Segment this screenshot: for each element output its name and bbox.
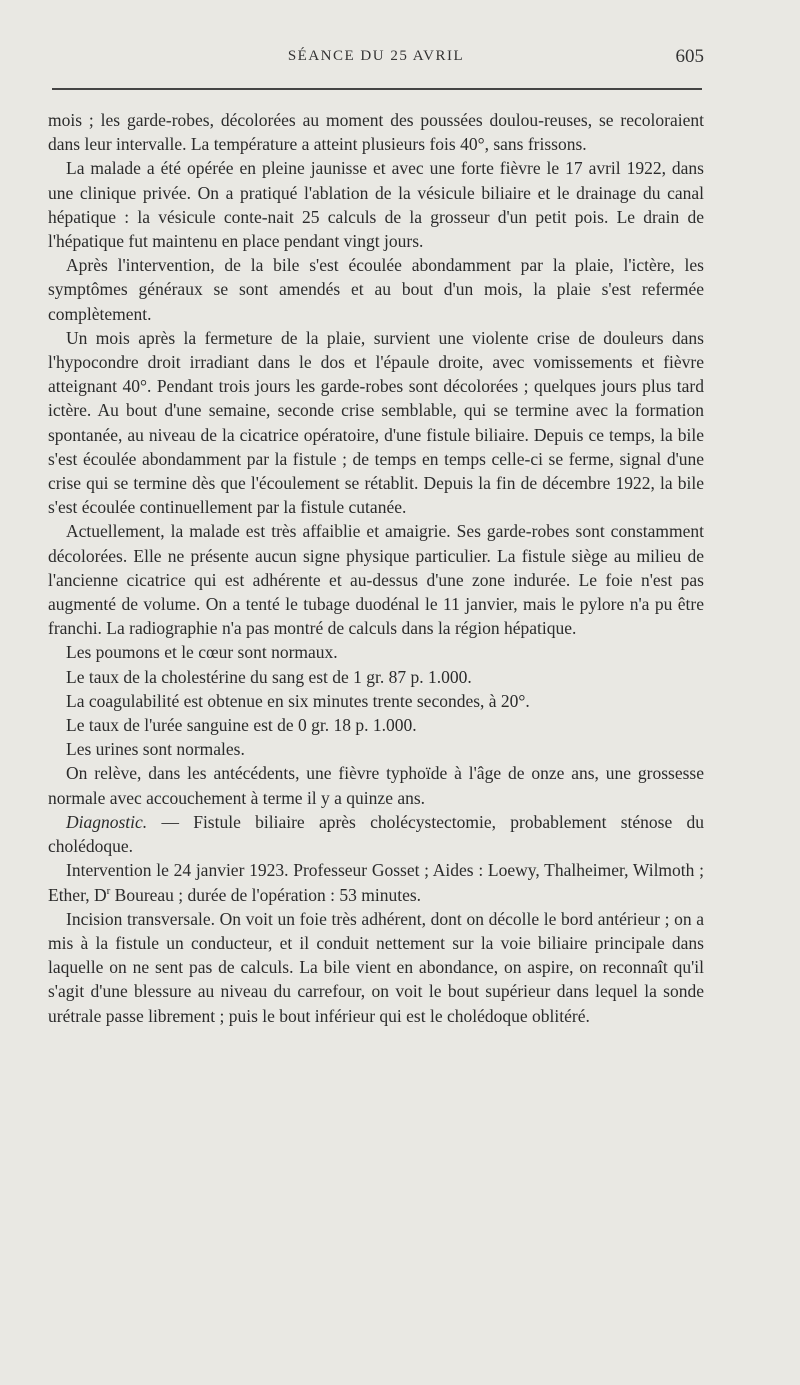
running-title: SÉANCE DU 25 AVRIL xyxy=(287,48,465,64)
paragraph: On relève, dans les antécédents, une fièvre typhoïde à l'âge de onze ans, une grossesse normale avec accouchement à terme il y a quinze ans. xyxy=(48,763,704,808)
page-number: 605 xyxy=(675,46,704,67)
paragraph: Les urines sont normales. xyxy=(66,739,245,760)
running-head xyxy=(48,48,704,72)
diagnostic-paragraph xyxy=(48,810,704,858)
intervention-paragraph xyxy=(48,858,704,906)
paragraph: Actuellement, la malade est très affaiblie et amaigrie. Ses garde-robes sont constamment décolorées. Elle ne présente aucun signe physique particulier. La fistule siège au milieu de l'ancienne cicatrice qui est adhérente et au-dessus d'une zone indurée. Le foie n'est pas augmenté de volume. On a tenté le tubage duodénal le 11 janvier, mais le pylore n'a pu être franchi. La radiographie n'a pas montré de calculs dans la région hépatique. xyxy=(48,521,704,639)
incision-paragraph: Incision transversale. On voit un foie très adhérent, dont on décolle le bord antérieur ; on a mis à la fistule un conducteur, et il conduit nettement sur la voie biliaire principale dans laquelle on ne sent pas de calculs. La bile vient en abondance, on aspire, on reconnaît qu'il s'agit d'une blessure au niveau du carrefour, on voit le bout supérieur dans lequel la sonde urétrale passe librement ; puis le bout inférieur qui est le cholédoque oblitéré. xyxy=(48,908,704,1026)
paragraph: mois ; les garde-robes, décolorées au moment des poussées doulou-reuses, se recoloraient dans leur intervalle. La température a atteint plusieurs fois 40°, sans frissons. xyxy=(48,110,704,155)
paragraph: La coagulabilité est obtenue en six minutes trente secondes, à 20°. xyxy=(66,690,530,711)
paragraph: Les poumons et le cœur sont normaux. xyxy=(66,642,338,663)
paragraph: La malade a été opérée en pleine jaunisse et avec une forte fièvre le 17 avril 1922, dans une clinique privée. On a pratiqué l'ablation de la vésicule biliaire et le drainage du canal hépatique : la vésicule conte-nait 25 calculs de la grosseur d'un petit pois. Le drain de l'hépatique fut maintenu en place pendant vingt jours. xyxy=(48,158,704,252)
header-rule xyxy=(52,88,702,90)
diagnostic-label: Diagnostic. xyxy=(66,811,148,832)
intervention-text-rest: Boureau ; durée de l'opération : 53 minutes. xyxy=(110,884,422,905)
diagnostic-text: — Fistule biliaire après cholécystectomie, probablement sténose du cholédoque. xyxy=(48,811,704,857)
paragraph: Un mois après la fermeture de la plaie, survient une violente crise de douleurs dans l'hypocondre droit irradiant dans le dos et l'épaule droite, avec vomissements et fièvre atteignant 40°. Pendant trois jours les garde-robes sont décolorées ; quelques jours plus tard ictère. Au bout d'une semaine, seconde crise semblable, qui se termine avec la formation spontanée, au niveau de la cicatrice opératoire, d'une fistule biliaire. Depuis ce temps, la bile s'est écoulée abondamment par la fistule ; de temps en temps celle-ci se ferme, signal d'une crise qui se termine dès que l'écoulement se rétablit. Depuis la fin de décembre 1922, la bile s'est écoulée continuellement par la fistule cutanée. xyxy=(48,327,704,518)
paragraph: Le taux de la cholestérine du sang est de 1 gr. 87 p. 1.000. xyxy=(66,666,472,687)
paragraph: Le taux de l'urée sanguine est de 0 gr. 18 p. 1.000. xyxy=(66,715,417,736)
intervention-text: Intervention le 24 janvier 1923. Professeur Gosset ; Aides : Loewy, Thalheimer, Wilmoth ; Ether, D xyxy=(48,860,704,905)
doctor-abbrev-sup: r xyxy=(106,884,111,897)
paragraph: Après l'intervention, de la bile s'est écoulée abondamment par la plaie, l'ictère, les symptômes généraux se sont amendés et au bout d'un mois, la plaie s'est refermée complètement. xyxy=(48,255,704,324)
body-text xyxy=(48,108,704,1028)
